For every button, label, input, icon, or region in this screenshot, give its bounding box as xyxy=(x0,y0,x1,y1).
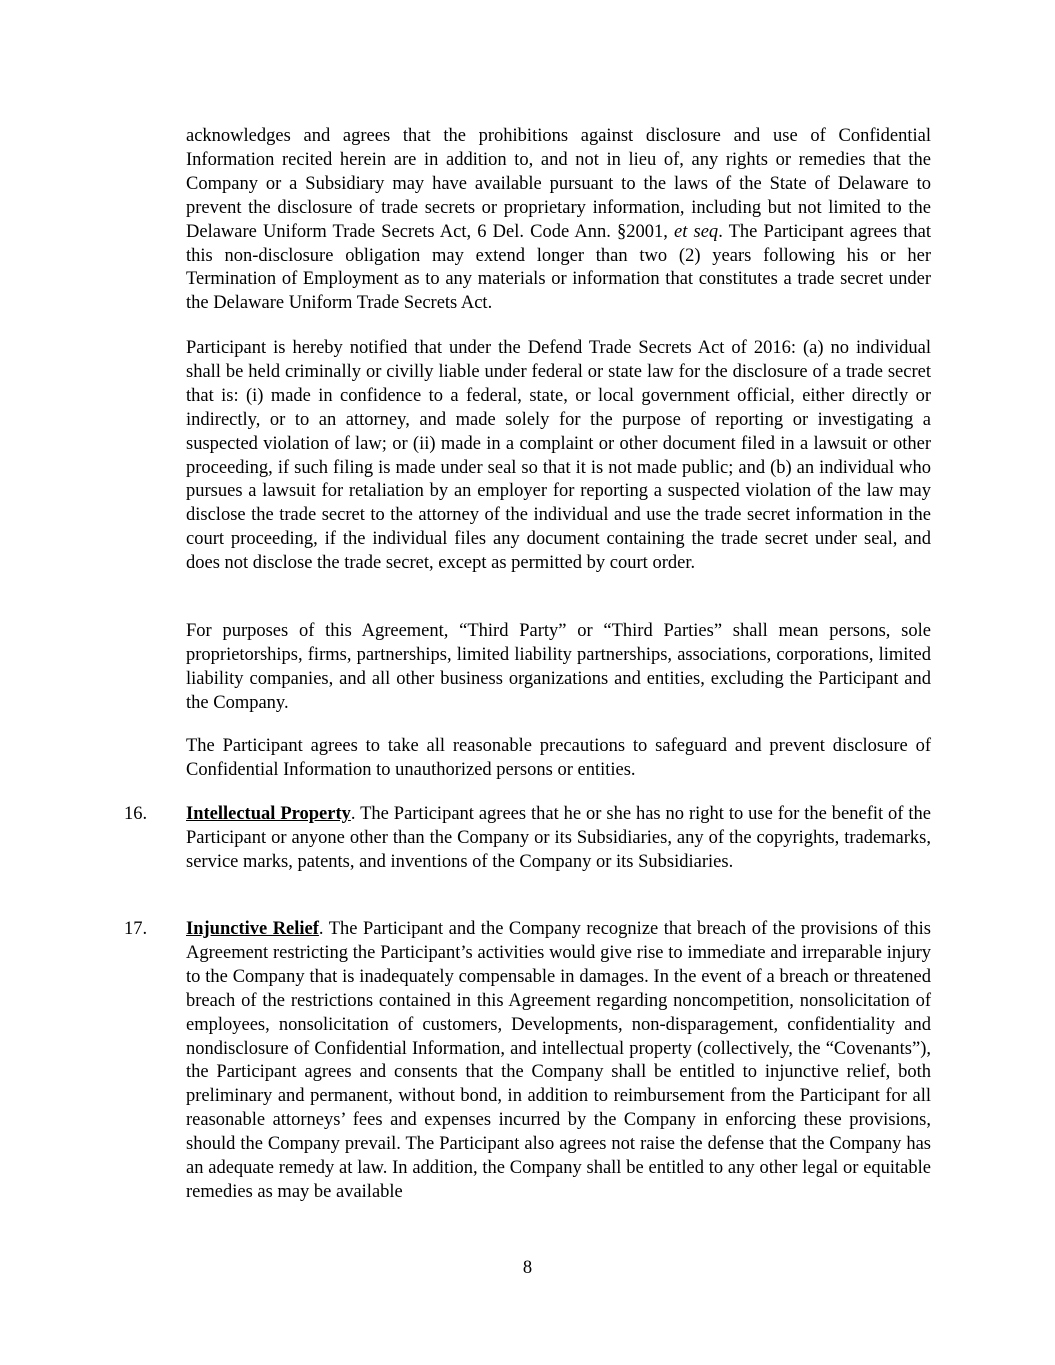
page-number: 8 xyxy=(522,1258,533,1278)
italic-et-seq: et seq xyxy=(674,221,719,242)
section-heading: Injunctive Relief xyxy=(186,919,319,939)
section-17-text xyxy=(186,918,931,1205)
section-body: . The Participant and the Company recognize that breach of the provisions of this Agreement restricting the Participant’s activities would give rise to immediate and irreparable injury to the Company that is inadequately compensable in damages. In the event of a breach or threatened breach of the restrictions contained in this Agreement regarding noncompetition, nonsolicitation of employees, nonsolicitation of customers, Developments, non-disparagement, confidentiality and nondisclosure of Confidential Information, and intellectual property (collectively, the “Covenants”), the Participant agrees and consents that the Company shall be entitled to injunctive relief, both preliminary and permanent, without bond, in addition to reimbursement from the Participant for all reasonable attorneys’ fees and expenses incurred by the Company in enforcing these provisions, should the Company prevail. The Participant also agrees not raise the defense that the Company has an adequate remedy at law. In addition, the Company shall be entitled to any other legal or equitable remedies as may be available xyxy=(186,919,931,1202)
section-heading: Intellectual Property xyxy=(186,804,351,824)
paragraph-text: acknowledges and agrees that the prohibitions against disclosure and use of Confidential Information recited herein are in addition to, and not in lieu of, any rights or remedies that the Company or a Subsidiary may have available pursuant to the laws of the State of Delaware to prevent the disclosure of trade secrets or proprietary information, including but not limited to the Delaware Uniform Trade Secrets Act, 6 Del. Code Ann. §2001, xyxy=(186,126,931,242)
section-number: 17. xyxy=(124,919,148,939)
section-16-text xyxy=(186,803,931,875)
paragraph-third-party-definition: For purposes of this Agreement, “Third Party” or “Third Parties” shall mean persons, sole proprietorships, firms, partnerships, limited liability partnerships, associations, corporations, limited liability companies, and all other business organizations and entities, excluding the Participant and the Company. xyxy=(186,621,931,713)
paragraph-reasonable-precautions: The Participant agrees to take all reasonable precautions to safeguard and prevent disclosure of Confidential Information to unauthorized persons or entities. xyxy=(186,736,931,780)
paragraph-trade-secrets-remedies xyxy=(186,125,931,316)
paragraph-text-continued: . The Participant agrees that this non-disclosure obligation may extend longer than two (2) years following his or her Termination of Employment as to any materials or information that constitutes a trade secret under the Delaware Uniform Trade Secrets Act. xyxy=(186,221,931,314)
paragraph-defend-trade-secrets-act: Participant is hereby notified that under the Defend Trade Secrets Act of 2016: (a) no individual shall be held criminally or civilly liable under federal or state law for the disclosure of a trade secret that is: (i) made in confidence to a federal, state, or local government official, either directly or indirectly, or to an attorney, and made solely for the purpose of reporting or investigating a suspected violation of law; or (ii) made in a complaint or other document filed in a lawsuit or other proceeding, if such filing is made under seal so that it is not made public; and (b) an individual who pursues a lawsuit for retaliation by an employer for reporting a suspected violation of the law may disclose the trade secret to the attorney of the individual and use the trade secret information in the court proceeding, if the individual files any document containing the trade secret under seal, and does not disclose the trade secret, except as permitted by court order. xyxy=(186,338,931,574)
section-body: . The Participant agrees that he or she has no right to use for the benefit of the Participant or anyone other than the Company or its Subsidiaries, any of the copyrights, trademarks, service marks, patents, and inventions of the Company or its Subsidiaries. xyxy=(186,804,931,872)
section-number: 16. xyxy=(124,804,148,824)
